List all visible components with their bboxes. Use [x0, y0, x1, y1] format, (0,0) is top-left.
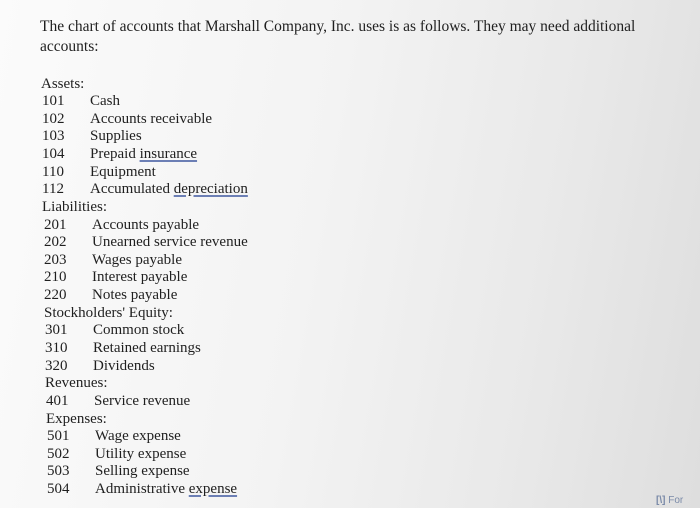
account-row: [42, 146, 197, 163]
feedback-corner-button[interactable]: [656, 494, 700, 508]
account-number: 502: [47, 446, 70, 462]
account-name: [90, 181, 248, 197]
account-number: 101: [42, 93, 65, 109]
account-name: Dividends: [93, 358, 155, 374]
account-name: Interest payable: [92, 269, 188, 285]
account-number: 310: [45, 340, 68, 356]
account-number: 504: [47, 481, 70, 497]
section-heading-liabilities: Liabilities:: [42, 199, 107, 215]
account-number: 110: [42, 164, 64, 180]
report-flag-icon: [\]: [656, 495, 666, 506]
account-number: 401: [46, 393, 69, 409]
account-name: Notes payable: [92, 287, 178, 303]
section-heading-assets: Assets:: [41, 76, 85, 92]
account-row: [44, 269, 187, 286]
account-number: 102: [42, 111, 65, 127]
account-row: [46, 393, 190, 410]
account-row: [42, 111, 212, 128]
account-name-text: Prepaid: [90, 146, 140, 162]
account-name: Accounts receivable: [90, 111, 213, 127]
glossary-link[interactable]: depreciation: [173, 181, 248, 197]
account-name-text: Administrative: [95, 481, 189, 497]
account-row: [45, 340, 201, 357]
intro-paragraph: The chart of accounts that Marshall Company, Inc. uses is as follows. They may need additional accounts:: [40, 18, 636, 55]
account-row: [47, 428, 181, 445]
section-heading-expenses: Expenses:: [46, 411, 107, 427]
account-name: [95, 481, 237, 497]
account-name: [90, 146, 197, 162]
section-heading-equity: Stockholders' Equity:: [44, 305, 173, 321]
account-name-text: Accumulated: [90, 181, 174, 197]
account-number: 503: [47, 463, 70, 479]
account-row: [44, 234, 248, 251]
account-name: Equipment: [90, 164, 156, 180]
account-number: 104: [42, 146, 65, 162]
account-number: 501: [47, 428, 70, 444]
account-name: Service revenue: [94, 393, 191, 409]
account-number: 112: [42, 181, 64, 197]
account-name: Wages payable: [92, 252, 182, 268]
account-row: [47, 463, 190, 480]
account-row: [47, 481, 237, 498]
corner-widget-label: For: [668, 495, 684, 506]
account-row: [42, 164, 156, 181]
account-row: [44, 287, 177, 304]
account-number: 103: [42, 128, 65, 144]
account-name: Selling expense: [95, 463, 190, 479]
account-number: 320: [45, 358, 68, 374]
account-row: [42, 128, 142, 145]
account-name: Unearned service revenue: [92, 234, 248, 250]
account-row: [45, 358, 155, 375]
account-name: Cash: [90, 93, 120, 109]
account-row: [44, 252, 182, 269]
glossary-link[interactable]: insurance: [139, 146, 198, 162]
account-name: Utility expense: [95, 446, 187, 462]
account-row: [44, 217, 199, 234]
account-row: [45, 322, 184, 339]
account-number: 301: [45, 322, 68, 338]
account-number: 220: [44, 287, 67, 303]
section-heading-revenues: Revenues:: [45, 375, 108, 391]
account-row: [42, 181, 248, 198]
account-row: [47, 446, 186, 463]
glossary-link[interactable]: expense: [188, 481, 238, 497]
account-name: Retained earnings: [93, 340, 201, 356]
account-number: 203: [44, 252, 67, 268]
account-name: Supplies: [90, 128, 142, 144]
account-name: Common stock: [93, 322, 185, 338]
account-number: 201: [44, 217, 67, 233]
account-row: [42, 93, 120, 110]
account-name: Wage expense: [95, 428, 181, 444]
account-number: 210: [44, 269, 67, 285]
account-number: 202: [44, 234, 67, 250]
account-name: Accounts payable: [92, 217, 200, 233]
